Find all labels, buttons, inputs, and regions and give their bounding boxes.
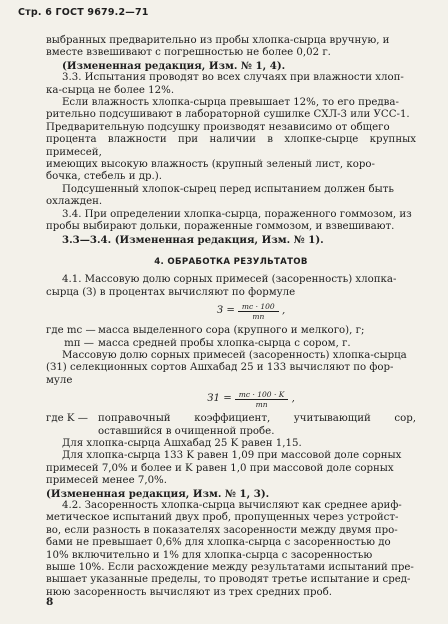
text-line: бами не превышает 0,6% для хлопка-сырца с засоренностью до: [46, 537, 391, 549]
text-line: метическое испытаний двух проб, пропущенных через устройст-: [46, 512, 399, 524]
definition-row: [46, 338, 416, 350]
text-line: 4.2. Засоренность хлопка-сырца вычисляют как среднее ариф-: [62, 500, 402, 511]
definition-row: [46, 325, 416, 337]
text-line: 3.3. Испытания проводят во всех случаях при влажности хлоп-: [62, 72, 404, 84]
text-line: (З1) селекционных сортов Ашхабад 25 и 133 вычисляют по фор-: [46, 362, 394, 374]
text-line: ка-сырца не более 12%.: [46, 84, 175, 96]
definition-text: масса средней пробы хлопка-сырца с сором, г.: [98, 337, 351, 349]
definition-label: где mс —: [46, 325, 96, 337]
formula-comma: ,: [278, 305, 286, 317]
page-number: 8: [46, 596, 54, 608]
text-line: 10% включительно и 1% для хлопка-сырца с засоренностью: [46, 549, 373, 561]
text-line: примесей менее 7,0%.: [46, 475, 167, 487]
edition-note: (Измененная редакция, Изм. № 1, 4).: [62, 59, 286, 72]
formula-1: [86, 302, 416, 321]
formula-numerator: mс · 100: [238, 302, 279, 312]
definition-text: поправочный коэффициент, учитывающий сор, оставшийся в очищенной пробе.: [98, 413, 416, 437]
text-line: охлажден.: [46, 196, 103, 208]
page-header: Стр. 6 ГОСТ 9679.2—71: [18, 7, 149, 18]
text-line: Для хлопка-сырца Ашхабад 25 K равен 1,15.: [62, 437, 302, 449]
text-line: Предварительную подсушку производят независимо от общего: [46, 121, 390, 133]
text-line: вместе взвешивают с погрешностью не более 0,02 г.: [46, 47, 331, 59]
formula-fraction: [238, 302, 279, 321]
definition-label: где K —: [46, 413, 88, 425]
text-line: пробы выбирают дольки, пораженные гоммозом, и взвешивают.: [46, 221, 395, 233]
formula-lhs: З =: [216, 305, 235, 317]
definition-label: mп —: [64, 337, 94, 349]
text-line: процента влажности при наличии в хлопке-сырце крупных примесей,: [46, 134, 416, 158]
text-line: выше 10%. Если расхождение между результатами испытаний пре-: [46, 562, 414, 574]
formula-denominator: mп: [255, 400, 268, 410]
text-line: Для хлопка-сырца 133 K равен 1,09 при массовой доле сорных: [62, 450, 402, 462]
text-line: муле: [46, 374, 73, 386]
formula-denominator: mп: [252, 312, 265, 322]
text-line: рительно подсушивают в лабораторной сушилке СХЛ-3 или УСС-1.: [46, 109, 410, 121]
text-line: во, если разность в показателях засоренности между двумя про-: [46, 524, 398, 536]
definition-row: [46, 413, 416, 438]
text-line: 4.1. Массовую долю сорных примесей (засоренность) хлопка-: [62, 274, 397, 286]
definition-text: масса выделенного сора (крупного и мелкого), г;: [98, 325, 365, 337]
section-heading: 4. ОБРАБОТКА РЕЗУЛЬТАТОВ: [154, 256, 308, 267]
formula-lhs: З1 =: [207, 393, 232, 405]
formula-2: [86, 390, 416, 409]
edition-note: (Измененная редакция, Изм. № 1, 3).: [46, 487, 270, 500]
text-line: 3.4. При определении хлопка-сырца, пораженного гоммозом, из: [62, 208, 412, 220]
text-line: Подсушенный хлопок-сырец перед испытанием должен быть: [62, 183, 394, 195]
formula-fraction: [235, 390, 289, 409]
text-line: вышает указанные пределы, то проводят третье испытание и сред-: [46, 574, 411, 586]
formula-numerator: mс · 100 · K: [235, 390, 289, 400]
text-line: Массовую долю сорных примесей (засоренность) хлопка-сырца: [62, 349, 407, 361]
document-body: [46, 35, 416, 599]
edition-note: 3.3—3.4. (Измененная редакция, Изм. № 1).: [62, 233, 324, 246]
text-line: нюю засоренность вычисляют из трех средних проб.: [46, 586, 333, 598]
text-line: примесей 7,0% и более и K равен 1,0 при массовой доле сорных: [46, 462, 394, 474]
text-line: сырца (З) в процентах вычисляют по формуле: [46, 286, 296, 298]
text-line: Если влажность хлопка-сырца превышает 12%, то его предва-: [62, 97, 399, 109]
text-line: выбранных предварительно из пробы хлопка-сырца вручную, и: [46, 35, 390, 46]
text-line: имеющих высокую влажность (крупный зеленый лист, коро-: [46, 159, 375, 171]
formula-comma: ,: [288, 393, 295, 405]
text-line: бочка, стебель и др.).: [46, 171, 162, 183]
